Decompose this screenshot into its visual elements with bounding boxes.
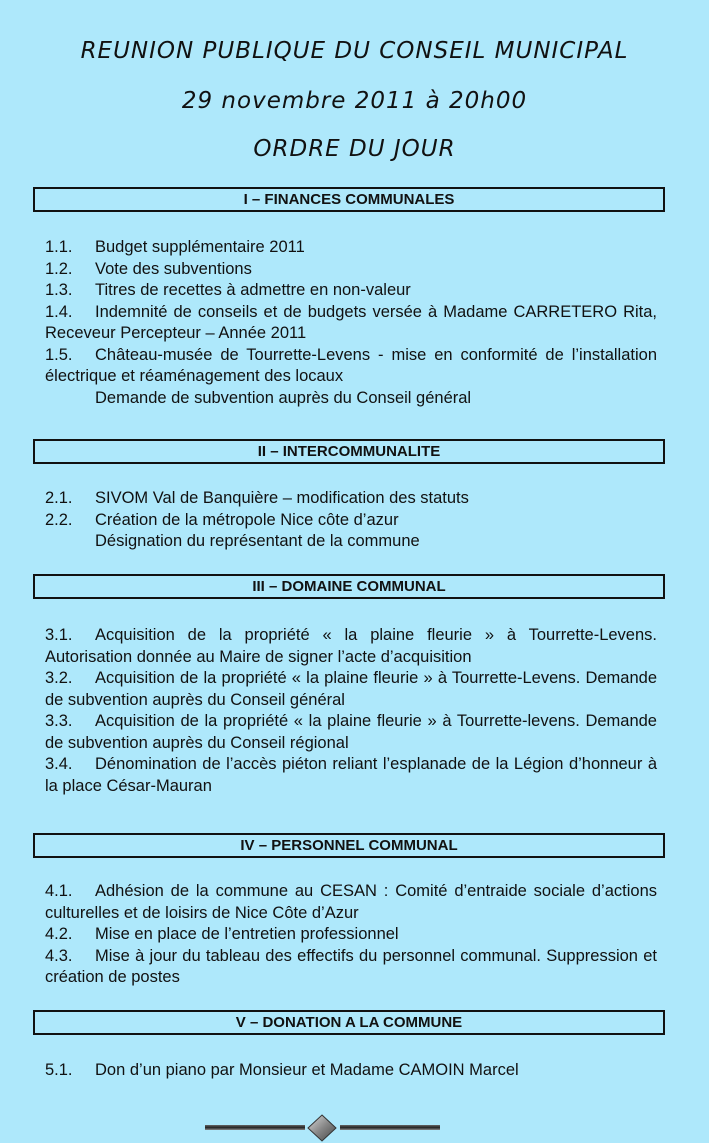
section-title-intercommunalite: II – INTERCOMMUNALITE	[33, 439, 665, 464]
item-text: Adhésion de la commune au CESAN : Comité d’entraide sociale d’actions culturelles et de loisirs de Nice Côte d’Azur	[45, 882, 657, 922]
list-item	[45, 237, 657, 259]
section-title-domaine: III – DOMAINE COMMUNAL	[33, 574, 665, 599]
item-number: 3.1.	[45, 626, 73, 644]
list-item	[45, 924, 657, 946]
meeting-date: 29 novembre 2011 à 20h00	[181, 88, 528, 114]
item-number: 4.2.	[45, 925, 73, 943]
section-items-finances	[45, 237, 657, 409]
list-item	[45, 510, 657, 532]
section-items-domaine	[45, 625, 657, 797]
section-title-donation: V – DONATION A LA COMMUNE	[33, 1010, 665, 1035]
item-number: 4.3.	[45, 946, 73, 965]
item-text: Don d’un piano par Monsieur et Madame CAMOIN Marcel	[95, 1061, 519, 1079]
list-item	[45, 345, 657, 388]
list-item	[45, 302, 657, 345]
item-number: 1.4.	[45, 302, 73, 321]
item-text: Vote des subventions	[95, 259, 252, 278]
item-text: Budget supplémentaire 2011	[95, 238, 305, 256]
item-text: Acquisition de la propriété « la plaine fleurie » à Tourrette-Levens. Autorisation donnée au Maire de signer l’acte d’acquisition	[45, 626, 657, 666]
meeting-title: REUNION PUBLIQUE DU CONSEIL MUNICIPAL	[80, 38, 629, 64]
section-items-donation	[45, 1060, 657, 1082]
agenda-title: ORDRE DU JOUR	[253, 136, 456, 162]
list-item	[45, 1060, 657, 1082]
section-items-personnel	[45, 881, 657, 989]
item-number: 1.5.	[45, 345, 73, 364]
item-text: Acquisition de la propriété « la plaine fleurie » à Tourrette-levens. Demande de subvention auprès du Conseil régional	[45, 712, 657, 752]
item-text: Dénomination de l’accès piéton reliant l’esplanade de la Légion d’honneur à la place César-Mauran	[45, 755, 657, 795]
item-number: 3.4.	[45, 755, 73, 773]
item-text: Mise à jour du tableau des effectifs du personnel communal. Suppression et création de postes	[45, 946, 657, 986]
item-continuation: Demande de subvention auprès du Conseil général	[95, 388, 472, 407]
item-number: 3.2.	[45, 669, 73, 687]
item-text: Mise en place de l’entretien professionnel	[95, 925, 399, 943]
section-title-personnel: IV – PERSONNEL COMMUNAL	[33, 833, 665, 858]
list-item	[45, 488, 657, 510]
item-number: 5.1.	[45, 1061, 73, 1079]
list-item	[45, 625, 657, 668]
item-number: 1.2.	[45, 259, 73, 278]
item-text: Acquisition de la propriété « la plaine fleurie » à Tourrette-Levens. Demande de subvention auprès du Conseil général	[45, 669, 657, 709]
item-number: 4.1.	[45, 882, 73, 900]
list-item	[45, 754, 657, 797]
section-title-finances: I – FINANCES COMMUNALES	[33, 187, 665, 212]
item-text: SIVOM Val de Banquière – modification des statuts	[95, 489, 469, 507]
divider-ornament-icon	[205, 1113, 505, 1143]
item-text: Indemnité de conseils et de budgets versée à Madame CARRETERO Rita, Receveur Percepteur – Année 2011	[45, 302, 657, 342]
list-item	[45, 280, 657, 302]
section-items-intercommunalite	[45, 488, 657, 553]
list-item	[45, 259, 657, 281]
item-number: 1.3.	[45, 281, 73, 299]
list-item	[45, 711, 657, 754]
item-number: 2.1.	[45, 489, 73, 507]
list-item	[45, 668, 657, 711]
item-continuation: Désignation du représentant de la commune	[95, 532, 420, 550]
item-text: Création de la métropole Nice côte d’azur	[95, 510, 399, 529]
item-number: 3.3.	[45, 712, 73, 730]
item-number: 2.2.	[45, 510, 73, 529]
item-text: Château-musée de Tourrette-Levens - mise en conformité de l’installation électrique et réaménagement des locaux	[45, 345, 657, 385]
list-item	[45, 946, 657, 989]
item-text: Titres de recettes à admettre en non-valeur	[95, 281, 411, 299]
list-item	[45, 881, 657, 924]
item-number: 1.1.	[45, 238, 73, 256]
